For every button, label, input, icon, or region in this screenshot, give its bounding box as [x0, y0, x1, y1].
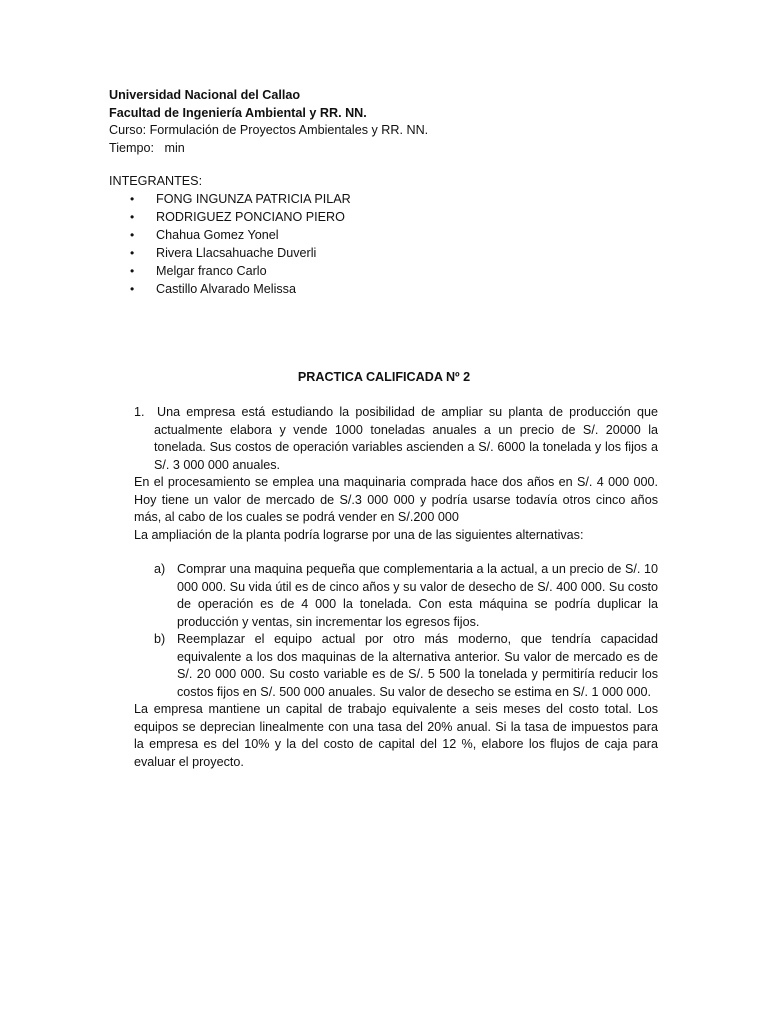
member-name: Castillo Alvarado Melissa	[156, 282, 296, 296]
list-item	[109, 280, 351, 298]
member-name: FONG INGUNZA PATRICIA PILAR	[156, 192, 351, 206]
document-header	[109, 87, 428, 157]
course-line: Curso: Formulación de Proyectos Ambientales y RR. NN.	[109, 123, 429, 137]
list-item	[109, 262, 351, 280]
faculty-name: Facultad de Ingeniería Ambiental y RR. NN.	[109, 105, 367, 120]
spacer	[134, 544, 658, 561]
alternative-text: Reemplazar el equipo actual por otro más moderno, que tendría capacidad equivalente a los dos maquinas de la alternativa anterior. Su valor de mercado es de S/. 20 000 000. Su costo variable es de S/. 5 500 la tonelada y permitiría reducir los costos fijos en S/. 500 000 anuales. Su valor de desecho se estima en S/. 1 000 000.	[177, 632, 658, 699]
list-item	[109, 190, 351, 208]
bullet-icon: •	[130, 210, 135, 224]
members-label: INTEGRANTES:	[109, 174, 203, 188]
bullet-icon: •	[130, 282, 135, 296]
bullet-icon: •	[130, 264, 135, 278]
time-line: Tiempo: min	[109, 140, 185, 155]
question-paragraph-3: La ampliación de la planta podría lograrse por una de las siguientes alternativas:	[134, 527, 584, 542]
alternative-b	[154, 631, 658, 701]
question-1	[134, 404, 658, 771]
alternative-text: Comprar una maquina pequeña que complementaria a la actual, a un precio de S/. 10 000 000. Su vida útil es de cinco años y su valor de desecho de S/. 400 000. Su costo de operación es de 4 000 la tonelada. Con esta máquina se podría duplicar la producción y ventas, sin incrementar los egresos fijos.	[177, 562, 658, 629]
bullet-icon: •	[130, 228, 135, 242]
page-title: PRACTICA CALIFICADA Nº 2	[297, 370, 471, 384]
alternative-label: b)	[154, 632, 166, 646]
alternative-a	[154, 561, 658, 631]
question-number: 1.	[134, 405, 145, 419]
bullet-icon: •	[130, 192, 135, 206]
list-item	[109, 244, 351, 262]
university-name: Universidad Nacional del Callao	[109, 88, 301, 102]
bullet-icon: •	[130, 246, 135, 260]
member-name: Rivera Llacsahuache Duverli	[156, 246, 317, 260]
alternative-label: a)	[154, 562, 166, 576]
question-paragraph-2: En el procesamiento se emplea una maquinaria comprada hace dos años en S/. 4 000 000. Hoy tiene un valor de mercado de S/.3 000 000 y podría usarse todavía otros cinco años más, al cabo de los cuales se podrá vender en S/.200 000	[134, 475, 658, 524]
list-item	[109, 208, 351, 226]
member-name: RODRIGUEZ PONCIANO PIERO	[156, 210, 345, 224]
member-name: Melgar franco Carlo	[156, 264, 267, 278]
question-closing: La empresa mantiene un capital de trabajo equivalente a seis meses del costo total. Los equipos se deprecian linealmente con una tasa del 20% anual. Si la tasa de impuestos para la empresa es del 10% y la del costo de capital del 12 %, elabore los flujos de caja para evaluar el proyecto.	[134, 702, 658, 769]
member-name: Chahua Gomez Yonel	[156, 228, 279, 242]
list-item	[109, 226, 351, 244]
question-intro-text: Una empresa está estudiando la posibilidad de ampliar su planta de producción que actualmente elabora y vende 1000 toneladas anuales a un precio de S/. 20000 la tonelada. Sus costos de operación variables ascienden a S/. 6000 la tonelada y los fijos a S/. 3 000 000 anuales.	[154, 405, 659, 472]
question-intro	[134, 404, 659, 474]
members-list	[109, 190, 351, 298]
